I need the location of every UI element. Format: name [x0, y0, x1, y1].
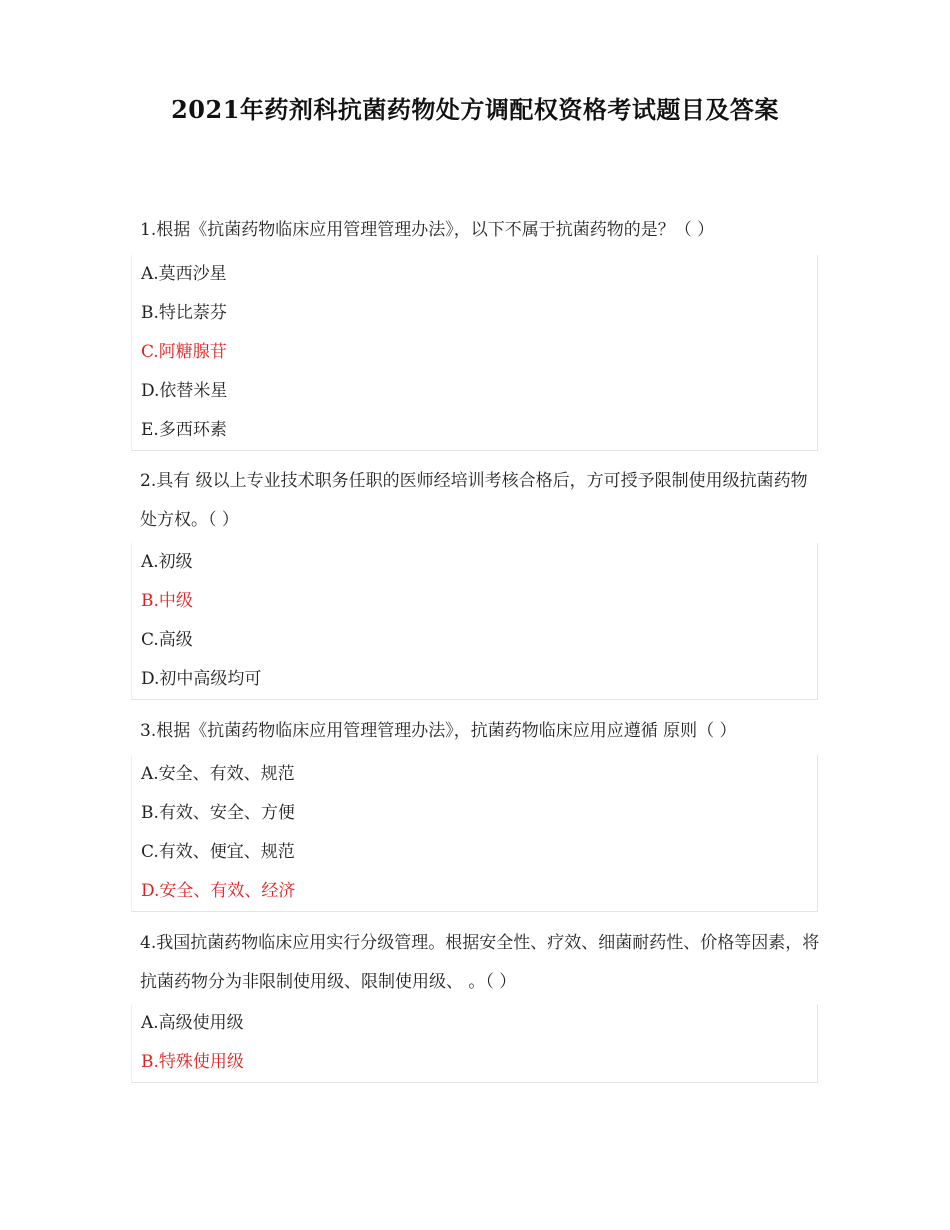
option-2-d: D.初中高级均可 [141, 669, 262, 689]
question-4-text: 4.我国抗菌药物临床应用实行分级管理。根据安全性、疗效、细菌耐药性、价格等因素，将抗菌药物分为非限制使用级、限制使用级、 。（ ） [140, 933, 820, 992]
option-1-b: B.特比萘芬 [141, 303, 227, 323]
question-3-options [131, 755, 818, 912]
option-1-a: A.莫西沙星 [141, 264, 227, 284]
option-3-c: C.有效、便宜、规范 [141, 842, 295, 862]
option-1-e: E.多西环素 [141, 420, 227, 440]
question-2-options [131, 543, 818, 700]
option-2-b-correct-answer: B.中级 [141, 591, 193, 611]
option-3-a: A.安全、有效、规范 [141, 764, 295, 784]
option-3-b: B.有效、安全、方便 [141, 803, 295, 823]
option-2-c: C.高级 [141, 630, 193, 650]
question-1-options [131, 255, 818, 451]
option-4-a: A.高级使用级 [141, 1013, 244, 1033]
question-4-options [131, 1004, 818, 1083]
question-2-text: 2.具有 级以上专业技术职务任职的医师经培训考核合格后，方可授予限制使用级抗菌药物处方权。（ ） [140, 471, 808, 530]
option-1-d: D.依替米星 [141, 381, 228, 401]
option-3-d-correct-answer: D.安全、有效、经济 [141, 881, 296, 901]
question-1-text: 1.根据《抗菌药物临床应用管理管理办法》，以下不属于抗菌药物的是？（ ） [140, 220, 715, 240]
document-title: 2021年药剂科抗菌药物处方调配权资格考试题目及答案 [171, 95, 779, 124]
question-3-text: 3.根据《抗菌药物临床应用管理管理办法》，抗菌药物临床应用应遵循 原则（ ） [140, 721, 737, 741]
option-2-a: A.初级 [141, 552, 193, 572]
option-1-c-correct-answer: C.阿糖腺苷 [141, 342, 227, 362]
option-4-b-correct-answer: B.特殊使用级 [141, 1052, 244, 1072]
